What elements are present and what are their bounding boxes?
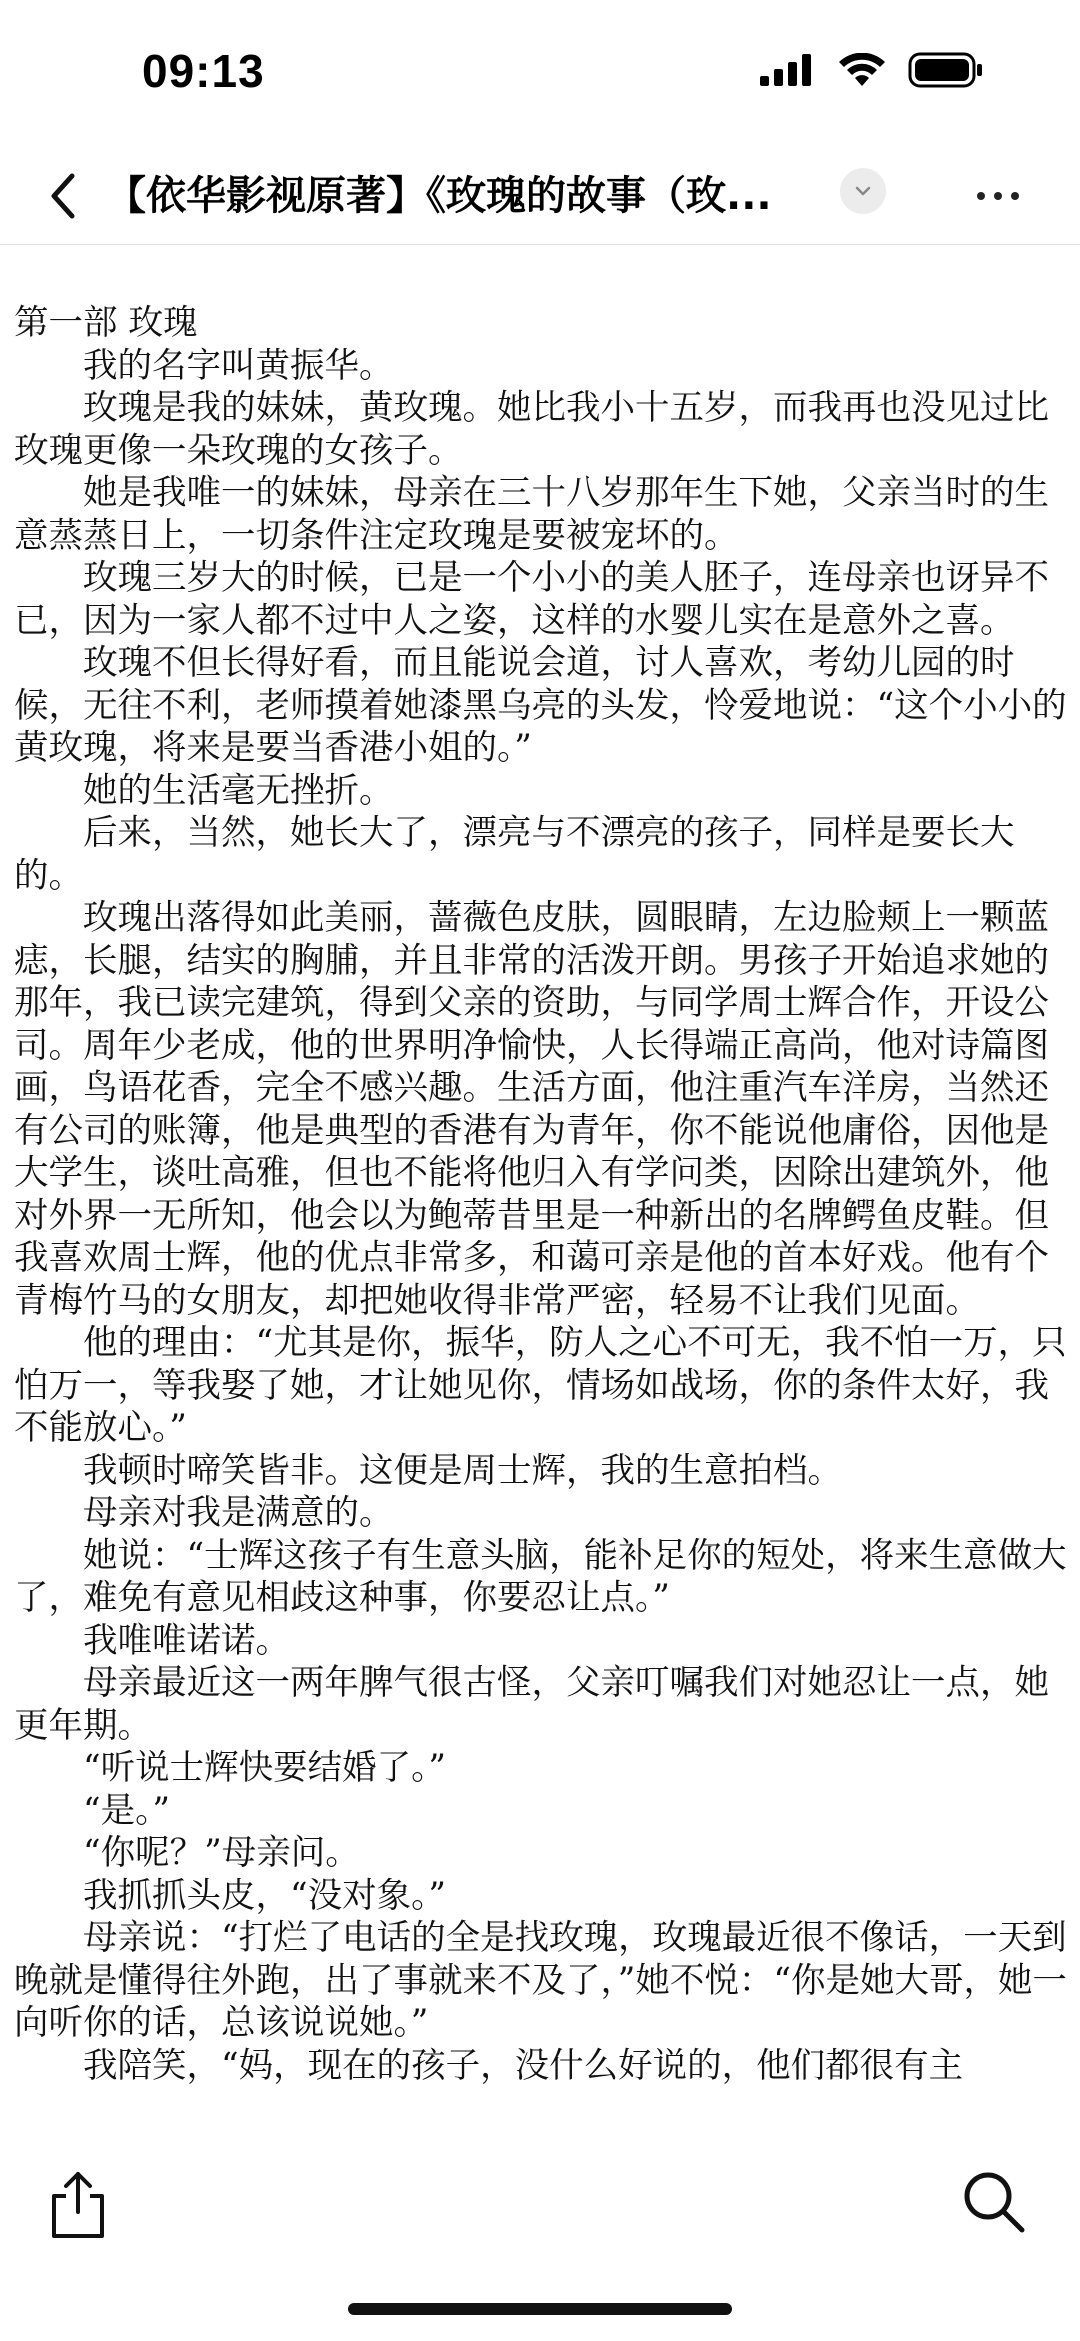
document-content[interactable]: [0, 244, 1080, 2128]
paragraph: 玫瑰出落得如此美丽，蔷薇色皮肤，圆眼睛，左边脸颊上一颗蓝痣，长腿，结实的胸脯，并且非常的活泼开朗。男孩子开始追求她的那年，我已读完建筑，得到父亲的资助，与同学周士辉合作，开设公司。周年少老成，他的世界明净愉快，人长得端正高尚，他对诗篇图画，鸟语花香，完全不感兴趣。生活方面，他注重汽车洋房，当然还有公司的账簿，他是典型的香港有为青年，你不能说他庸俗，因他是大学生，谈吐高雅，但也不能将他归入有学问类，因除出建筑外，他对外界一无所知，他会以为鲍蒂昔里是一种新出的名牌鳄鱼皮鞋。但我喜欢周士辉，他的优点非常多，和蔼可亲是他的首本好戏。他有个青梅竹马的女朋友，却把她收得非常严密，轻易不让我们见面。: [14, 898, 1049, 1321]
status-icons: [760, 52, 984, 88]
paragraph: 她说：“士辉这孩子有生意头脑，能补足你的短处，将来生意做大了，难免有意见相歧这种事，你要忍让点。”: [14, 1535, 1067, 1618]
cellular-signal-icon: [760, 54, 816, 86]
paragraph: 玫瑰三岁大的时候，已是一个小小的美人胚子，连母亲也讶异不已，因为一家人都不过中人之姿，这样的水婴儿实在是意外之喜。: [14, 558, 1049, 641]
paragraph: 她是我唯一的妹妹，母亲在三十八岁那年生下她，父亲当时的生意蒸蒸日上，一切条件注定玫瑰是要被宠坏的。: [14, 473, 1049, 556]
bottom-toolbar: [0, 2128, 1080, 2341]
paragraph: “是。”: [83, 1790, 171, 1831]
paragraph: 我抓抓头皮，“没对象。”: [83, 1875, 447, 1916]
status-time: 09:13: [142, 45, 265, 97]
ellipsis-icon: [977, 192, 985, 200]
paragraph: 母亲最近这一两年脾气很古怪，父亲叮嘱我们对她忍让一点，她更年期。: [14, 1663, 1049, 1746]
paragraph: 母亲说：“打烂了电话的全是找玫瑰，玫瑰最近很不像话，一天到晚就是懂得往外跑，出了事就来不及了，”她不悦：“你是她大哥，她一向听你的话，总该说说她。”: [14, 1918, 1068, 2043]
chevron-down-icon: [851, 179, 875, 203]
share-button[interactable]: [46, 2168, 110, 2242]
paragraph: 我陪笑，“妈，现在的孩子，没什么好说的，他们都很有主: [83, 2045, 964, 2086]
paragraph: 后来，当然，她长大了，漂亮与不漂亮的孩子，同样是要长大的。: [14, 813, 1015, 896]
paragraph: 他的理由：“尤其是你，振华，防人之心不可无，我不怕一万，只怕万一，等我娶了她，才让她见你，情场如战场，你的条件太好，我不能放心。”: [14, 1323, 1067, 1448]
chevron-left-icon: [36, 164, 92, 228]
battery-icon: [908, 52, 984, 88]
search-icon: [960, 2168, 1028, 2236]
paragraph: 我唯唯诺诺。: [83, 1620, 290, 1661]
document-title[interactable]: 【依华影视原著】《玫瑰的故事（玫...: [106, 173, 772, 219]
status-bar: [0, 0, 1080, 150]
ellipsis-icon: [1011, 192, 1019, 200]
paragraph: “听说士辉快要结婚了。”: [83, 1748, 447, 1788]
chapter-heading: 第一部 玫瑰: [14, 303, 198, 343]
more-options-button[interactable]: [966, 164, 1030, 228]
document-text: [0, 244, 1080, 2087]
share-icon: [46, 2168, 110, 2242]
paragraph: 她的生活毫无挫折。: [83, 770, 394, 811]
paragraph: 玫瑰不但长得好看，而且能说会道，讨人喜欢，考幼儿园的时候，无往不利，老师摸着她漆黑乌亮的头发，怜爱地说：“这个小小的黄玫瑰，将来是要当香港小姐的。”: [14, 643, 1067, 768]
paragraph: 我顿时啼笑皆非。这便是周士辉，我的生意拍档。: [83, 1450, 842, 1491]
search-button[interactable]: [960, 2168, 1028, 2236]
paragraph: 我的名字叫黄振华。: [83, 345, 394, 386]
paragraph: “你呢？”母亲问。: [83, 1833, 360, 1873]
wifi-icon: [838, 53, 886, 87]
paragraph: 母亲对我是满意的。: [83, 1493, 394, 1533]
ellipsis-icon: [994, 192, 1002, 200]
back-button[interactable]: [36, 164, 92, 228]
title-dropdown-button[interactable]: [840, 168, 886, 214]
nav-bar: [0, 150, 1080, 245]
paragraph: 玫瑰是我的妹妹，黄玫瑰。她比我小十五岁，而我再也没见过比玫瑰更像一朵玫瑰的女孩子。: [14, 388, 1049, 471]
home-indicator[interactable]: [348, 2303, 732, 2315]
